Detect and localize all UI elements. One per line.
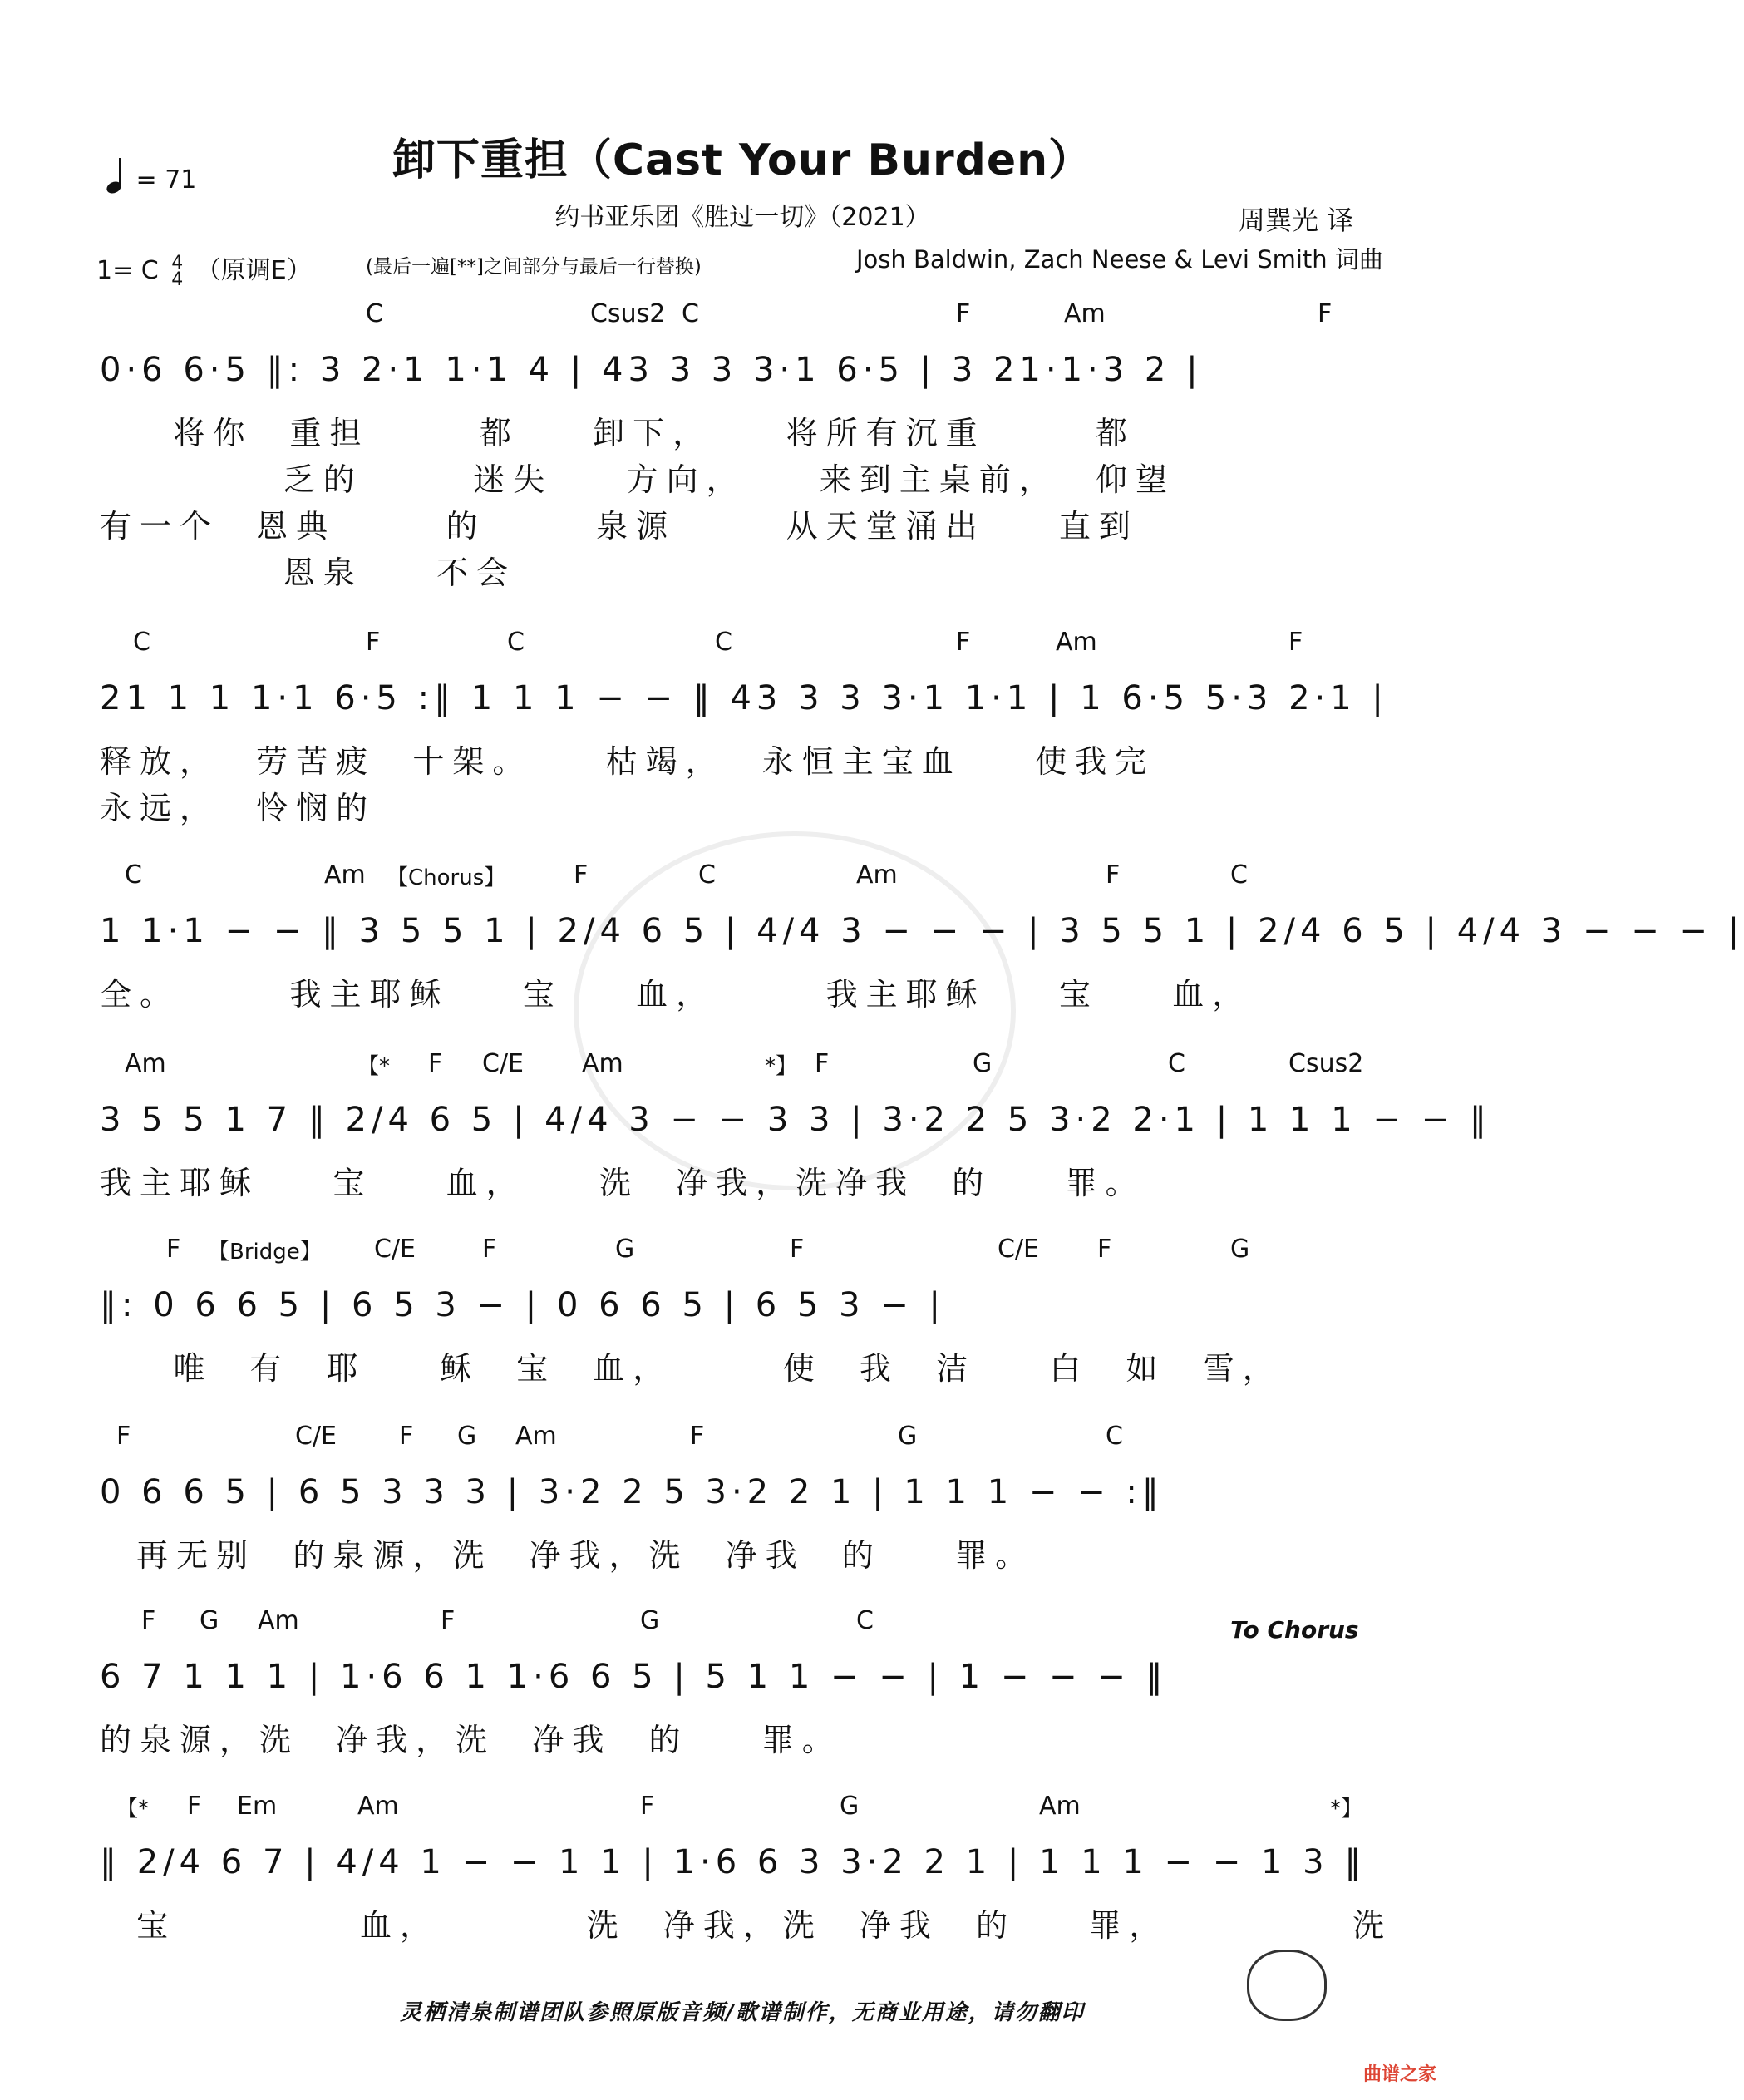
chord: F: [441, 1606, 456, 1635]
chord: Am: [1039, 1792, 1081, 1821]
notation-line: ‖ 2/4 6 7 | 4/4 1 − − 1 1 | 1·6 6 3 3·2 2 1 | 1 1 1 − − 1 3 ‖: [100, 1843, 1367, 1881]
quarter-note-icon: [106, 160, 128, 193]
chord: C: [1168, 1049, 1185, 1078]
chord: G: [840, 1792, 860, 1821]
chord: F: [116, 1422, 131, 1451]
chord: C: [682, 299, 699, 328]
lyric-verse-1: 唯 有 耶 稣 宝 血， 使 我 洁 白 如 雪，: [100, 1350, 1283, 1387]
time-bottom: 4: [171, 269, 184, 290]
chord: F: [399, 1422, 414, 1451]
tempo-marking: [106, 160, 196, 195]
chord: G: [973, 1049, 993, 1078]
lyric-verse-1: 将你 重担 都 卸下， 将所有沉重 都: [100, 415, 1136, 451]
score-row-1: [100, 299, 1380, 599]
chord: C: [133, 628, 150, 657]
chord: C: [1230, 860, 1248, 890]
chord: G: [457, 1422, 477, 1451]
score-row-7: [100, 1606, 1380, 1772]
performance-note: (最后一遍[**]之间部分与最后一行替换): [366, 256, 702, 278]
lyric-verse-3: 有一个 恩典 的 泉源 从天堂涌出 直到: [100, 508, 1139, 545]
lyric-verse-2: 乏的 迷失 方向， 来到主桌前， 仰望: [100, 461, 1176, 498]
chord: Am: [357, 1792, 399, 1821]
notation-line: 1 1·1 − − ‖ 3 5 5 1 | 2/4 6 5 | 4/4 3 − − − | 3 5 5 1 | 2/4 6 5 | 4/4 3 − − − |: [100, 912, 1744, 950]
section-marker-end: *】: [765, 1054, 798, 1079]
notation-line: 6 7 1 1 1 | 1·6 6 1 1·6 6 5 | 5 1 1 − − | 1 − − − ‖: [100, 1658, 1168, 1696]
chord: F: [1097, 1235, 1112, 1264]
composer: Josh Baldwin, Zach Neese & Levi Smith 词曲: [856, 245, 1383, 274]
notation-line: 21 1 1 1·1 6·5 :‖ 1 1 1 − − ‖ 43 3 3 3·1 1·1 | 1 6·5 5·3 2·1 |: [100, 679, 1388, 717]
section-marker-start: 【*: [357, 1054, 391, 1079]
chord: F: [574, 860, 589, 890]
chord: F: [141, 1606, 156, 1635]
to-chorus-marker: To Chorus: [1230, 1616, 1359, 1644]
chord: C/E: [374, 1235, 416, 1264]
score-row-6: [100, 1422, 1380, 1588]
time-top: 4: [171, 252, 184, 274]
score-row-5: [100, 1235, 1380, 1401]
chord: Am: [856, 860, 898, 890]
notation-line: 0 6 6 5 | 6 5 3 3 3 | 3·2 2 5 3·2 2 1 | 1 1 1 − − :‖: [100, 1473, 1164, 1511]
key-signature: [96, 249, 312, 288]
chord: F: [956, 628, 971, 657]
chord: F: [815, 1049, 830, 1078]
chord: F: [166, 1235, 181, 1264]
chord: Am: [125, 1049, 166, 1078]
chord: C: [715, 628, 732, 657]
section-marker-start: 【*: [116, 1797, 150, 1821]
chord: C/E: [998, 1235, 1040, 1264]
chord: Am: [324, 860, 366, 890]
lyric-verse-2: 永远， 怜悯的: [100, 790, 377, 826]
chord: Am: [582, 1049, 623, 1078]
lyric-verse-1: 再无别 的泉源，洗 净我，洗 净我 的 罪。: [100, 1537, 1036, 1574]
chord: F: [187, 1792, 202, 1821]
score-row-8: [100, 1792, 1393, 1958]
chord: Am: [515, 1422, 557, 1451]
lyric-verse-1: 宝 血， 洗 净我，洗 净我 的 罪， 洗: [100, 1907, 1393, 1944]
lyric-verse-1: 我主耶稣 宝 血， 洗 净我，洗净我 的 罪。: [100, 1165, 1145, 1201]
chord: C: [125, 860, 142, 890]
lyric-verse-1: 释放， 劳苦疲 十架。 枯竭， 永恒主宝血 使我完: [100, 743, 1155, 780]
chord: Am: [1064, 299, 1106, 328]
chord: G: [898, 1422, 918, 1451]
chord: F: [366, 628, 381, 657]
chord: F: [956, 299, 971, 328]
chord: F: [640, 1792, 655, 1821]
section-marker-end: *】: [1330, 1797, 1363, 1821]
score-row-2: [100, 628, 1388, 827]
chord: F: [690, 1422, 705, 1451]
site-watermark: 曲谱之家: [1363, 2064, 1437, 2085]
chord: G: [640, 1606, 660, 1635]
score-row-3: [100, 860, 1744, 1027]
chord: F: [428, 1049, 443, 1078]
notation-line: ‖: 0 6 6 5 | 6 5 3 − | 0 6 6 5 | 6 5 3 − |: [100, 1286, 945, 1324]
chord: C/E: [295, 1422, 337, 1451]
chord: C: [366, 299, 383, 328]
album-info: 约书亚乐团《胜过一切》（2021）: [554, 203, 930, 232]
chord: G: [1230, 1235, 1250, 1264]
score-row-4: [100, 1049, 1491, 1215]
key-value: 1= C: [96, 256, 159, 285]
chord: F: [790, 1235, 805, 1264]
copyright-footer: 灵栖清泉制谱团队参照原版音频/歌谱制作，无商业用途，请勿翻印: [400, 2000, 1085, 2025]
chord: Am: [258, 1606, 299, 1635]
section-label-chorus: 【Chorus】: [387, 865, 506, 890]
chord: F: [1288, 628, 1303, 657]
song-title: 卸下重担（Cast Your Burden）: [392, 136, 1093, 185]
lyric-verse-1: 的泉源，洗 净我，洗 净我 的 罪。: [100, 1722, 842, 1758]
chord: C/E: [482, 1049, 525, 1078]
time-signature: [171, 252, 184, 290]
chord: C: [856, 1606, 874, 1635]
chord: G: [615, 1235, 635, 1264]
chord: Csus2: [1288, 1049, 1364, 1078]
chord: F: [1318, 299, 1333, 328]
tempo-value: = 71: [135, 165, 197, 195]
chord: Am: [1056, 628, 1097, 657]
notation-line: 0·6 6·5 ‖: 3 2·1 1·1 4 | 43 3 3 3·1 6·5 | 3 21·1·3 2 |: [100, 351, 1203, 389]
chord: C: [698, 860, 716, 890]
notation-line: 3 5 5 1 7 ‖ 2/4 6 5 | 4/4 3 − − 3 3 | 3·2 2 5 3·2 2·1 | 1 1 1 − − ‖: [100, 1101, 1491, 1139]
original-key: （原调E）: [195, 256, 312, 285]
chord: F: [1106, 860, 1121, 890]
section-label-bridge: 【Bridge】: [208, 1240, 322, 1264]
translator: 周巽光 译: [1239, 205, 1354, 236]
chord: Em: [237, 1792, 278, 1821]
chord: F: [482, 1235, 497, 1264]
lyric-verse-4: 恩泉 不会: [100, 555, 517, 591]
chord: G: [200, 1606, 219, 1635]
lyric-verse-1: 全。 我主耶稣 宝 血， 我主耶稣 宝 血，: [100, 976, 1253, 1013]
chord: C: [1106, 1422, 1123, 1451]
chord: Csus2: [590, 299, 666, 328]
chord: C: [507, 628, 525, 657]
